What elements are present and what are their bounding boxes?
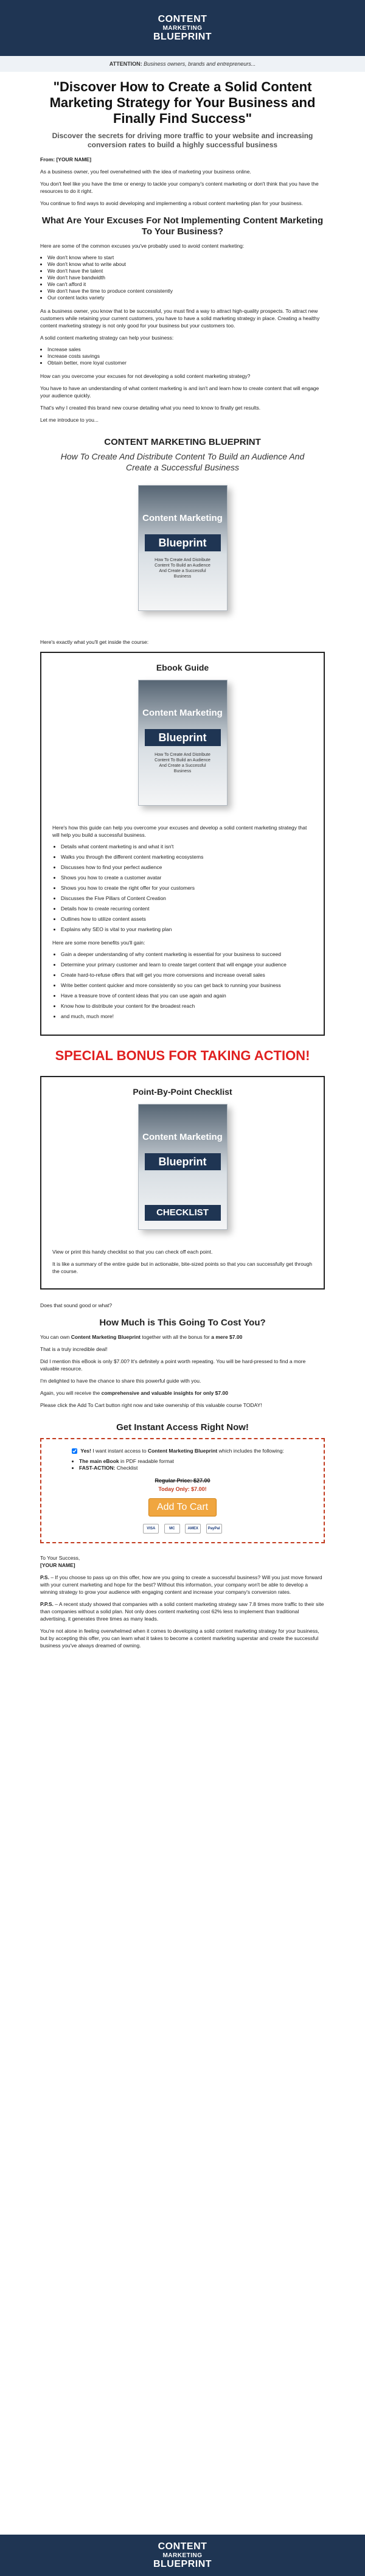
checklist-title: Point-By-Point Checklist — [133, 1087, 232, 1097]
list-item: • Discusses the Five Pillars of Content Creation — [61, 895, 313, 902]
footer-logo[interactable] — [153, 2541, 212, 2570]
cover-bar: Blueprint — [145, 534, 221, 551]
list-item: • We don't have bandwidth — [47, 274, 325, 281]
regular-price: Regular Price: $27.00 — [155, 1478, 210, 1484]
ebook-cover-image — [138, 680, 228, 806]
list-item: • Increase sales — [47, 346, 325, 353]
site-logo[interactable] — [153, 14, 212, 43]
cover-bar: Blueprint — [145, 729, 221, 746]
ebook-benefits-lead: Here are some more benefits you'll gain: — [52, 940, 145, 946]
ps-text: P.S. – If you choose to pass up on this offer, how are you going to create a successful business? Will you just move forward with your current marketing and hope for the best? Without this information, your company won't be able to develop a winning strategy to grow your audience with engaging content and increase your company's conversion rates. — [40, 1574, 322, 1595]
attention-text: Business owners, brands and entrepreneurs... — [144, 61, 256, 67]
cover-title: Content Marketing — [142, 1132, 223, 1142]
main-content — [0, 79, 365, 1649]
agree-checkbox[interactable] — [72, 1448, 77, 1454]
order-yes-line: Yes! I want instant access to Content Marketing Blueprint which includes the following: — [72, 1448, 311, 1454]
cover-subtitle: How To Create And Distribute Content To Build an Audience And Create a Successful Business — [155, 558, 210, 579]
list-item: • Write better content quicker and more consistently so you can get back to running your business — [61, 982, 313, 989]
header — [0, 0, 365, 56]
checklist-box — [40, 1076, 325, 1290]
ebook-cover-image — [138, 485, 228, 611]
cover-title: Content Marketing — [142, 513, 223, 523]
add-to-cart-button[interactable]: Add To Cart — [148, 1498, 217, 1517]
cover-subtitle: How To Create And Distribute Content To Build an Audience And Create a Successful Business — [155, 753, 210, 773]
excuses-lead: Here are some of the common excuses you've probably used to avoid content marketing: — [40, 243, 245, 249]
intro-p2: You don't feel like you have the time or energy to tackle your company's content marketing or don't think that you have the resources to do it right. — [40, 181, 319, 194]
final-text: You're not alone in feeling overwhelmed when it comes to developing a solid content marketing strategy for your business, but by accepting this offer, you can learn what it takes to become a content marketing superstar and create the successful business you've always dreamed of owning. — [40, 1628, 319, 1649]
list-item: • We don't know where to start — [47, 254, 325, 261]
pps-text: P.P.S. – A recent study showed that companies with a solid content marketing strategy saw 7.8 times more traffic to their site than companies without a solid plan. Not only does content marketing cost 62% less to implement than traditional advertising, it generates three times as many leads. — [40, 1601, 324, 1622]
list-item: • and much, much more! — [61, 1013, 313, 1020]
excuses-p1: As a business owner, you know that to be successful, you must find a way to attract high-quality prospects. To attract new customers while retaining your current customers, you have to have a solid marketing strategy in place. Creating a healthy content marketing strategy is not only good for your business but your customers too. — [40, 308, 320, 329]
list-item: • Our content lacks variety — [47, 295, 325, 301]
sound-good-text: Does that sound good or what? — [40, 1302, 113, 1308]
logo-line3: BLUEPRINT — [153, 2558, 212, 2569]
list-item: • Obtain better, more loyal customer — [47, 360, 325, 366]
headline: "Discover How to Create a Solid Content Marketing Strategy for Your Business and Finally Find Success" — [49, 79, 316, 126]
cover-checklist-label: CHECKLIST — [145, 1205, 221, 1221]
special-bonus-banner: SPECIAL BONUS FOR TAKING ACTION! — [55, 1048, 310, 1063]
ebook-lead: Here's how this guide can help you overcome your excuses and develop a solid content marketing strategy that will help you build a successful business. — [52, 825, 307, 838]
logo-line3: BLUEPRINT — [153, 31, 212, 42]
ebook-features-list — [52, 843, 313, 933]
list-item: • Explains why SEO is vital to your marketing plan — [61, 926, 313, 933]
list-item: • Gain a deeper understanding of why content marketing is essential for your business to succeed — [61, 951, 313, 958]
footer — [0, 2535, 365, 2576]
list-item: • We don't have the talent — [47, 268, 325, 274]
subheadline: Discover the secrets for driving more traffic to your website and increasing conversion rates to build a highly successful business — [52, 131, 313, 149]
list-item: • Discusses how to find your perfect audience — [61, 864, 313, 871]
ebook-guide-title: Ebook Guide — [156, 663, 209, 672]
list-item: • Create hard-to-refuse offers that will get you more conversions and increase overall sales — [61, 972, 313, 979]
price-p5: Again, you will receive the comprehensive and valuable insights for only $7.00 — [40, 1390, 228, 1396]
intro-p1: As a business owner, you feel overwhelmed with the idea of marketing your business online. — [40, 169, 251, 175]
signoff-name: [YOUR NAME] — [40, 1562, 75, 1568]
list-item: • Know how to distribute your content for the broadest reach — [61, 1003, 313, 1010]
list-item: • We don't have the time to produce content consistently — [47, 288, 325, 295]
amex-icon: AMEX — [185, 1524, 201, 1534]
list-item: • Have a treasure trove of content ideas that you can use again and again — [61, 993, 313, 999]
paypal-icon: PayPal — [206, 1524, 222, 1534]
ebook-guide-box — [40, 652, 325, 1036]
price-p2: That is a truly incredible deal! — [40, 1346, 108, 1352]
cover-bar: Blueprint — [145, 1153, 221, 1170]
checklist-p2: It is like a summary of the entire guide but in actionable, bite-sized points so that you can successfully get through the course. — [52, 1261, 313, 1274]
price-p1: You can own Content Marketing Blueprint together with all the bonus for a mere $7.00 — [40, 1334, 243, 1340]
list-item: • FAST-ACTION: Checklist — [79, 1465, 311, 1471]
signoff-line1: To Your Success, — [40, 1555, 80, 1561]
logo-line1: CONTENT — [158, 2541, 207, 2552]
order-heading: Get Instant Access Right Now! — [116, 1422, 249, 1433]
list-item: • Details how to create recurring content — [61, 906, 313, 912]
attention-bar — [0, 56, 365, 72]
list-item: • Shows you how to create a customer avatar — [61, 874, 313, 881]
attention-label: ATTENTION: — [109, 61, 142, 67]
order-box — [40, 1438, 325, 1543]
inside-text: Here's exactly what you'll get inside the course: — [40, 639, 149, 645]
list-item: • Increase costs savings — [47, 353, 325, 360]
price-p3: Did I mention this eBook is only $7.00? It's definitely a point worth repeating. You will be hard-pressed to find a more valuable resource. — [40, 1358, 306, 1372]
list-item: • Details what content marketing is and what it isn't — [61, 843, 313, 850]
checklist-p1: View or print this handy checklist so that you can check off each point. — [52, 1249, 213, 1255]
list-item: • Shows you how to create the right offer for your customers — [61, 885, 313, 892]
product-subtitle: How To Create And Distribute Content To Build an Audience And Create a Successful Business — [60, 452, 305, 472]
list-item: • We don't know what to write about — [47, 261, 325, 268]
excuses-p6: Let me introduce to you... — [40, 417, 99, 423]
list-item: • Determine your primary customer and learn to create target content that will engage your audience — [61, 962, 313, 968]
checklist-cover-image — [138, 1104, 228, 1230]
list-item: • We can't afford it — [47, 281, 325, 288]
excuses-p3: How can you overcome your excuses for not developing a solid content marketing strategy? — [40, 373, 251, 379]
price-p6: Please click the Add To Cart button right now and take ownership of this valuable course TODAY! — [40, 1402, 262, 1408]
price-p4: I'm delighted to have the chance to share this powerful guide with you. — [40, 1378, 201, 1384]
logo-line2: MARKETING — [162, 2552, 203, 2559]
excuses-p2: A solid content marketing strategy can help your business: — [40, 335, 174, 341]
benefits-list — [40, 346, 325, 366]
cover-title: Content Marketing — [142, 708, 223, 718]
excuses-p5: That's why I created this brand new course detailing what you need to know to finally get results. — [40, 405, 261, 411]
logo-line2: MARKETING — [162, 24, 203, 32]
product-title: CONTENT MARKETING BLUEPRINT — [104, 437, 261, 447]
intro-p3: You continue to find ways to avoid developing and implementing a robust content marketing plan for your business. — [40, 200, 304, 206]
order-includes-list — [72, 1458, 311, 1471]
list-item: • The main eBook in PDF readable format — [79, 1458, 311, 1465]
today-price: Today Only: $7.00! — [158, 1486, 207, 1492]
ebook-benefits-list — [52, 951, 313, 1020]
excuses-p4: You have to have an understanding of what content marketing is and isn't and learn how to create content that will engage your audience quickly. — [40, 385, 319, 399]
excuses-heading: What Are Your Excuses For Not Implementing Content Marketing To Your Business? — [41, 215, 324, 237]
mastercard-icon: MC — [164, 1524, 180, 1534]
visa-icon: VISA — [143, 1524, 159, 1534]
cost-heading: How Much is This Going To Cost You? — [99, 1318, 266, 1328]
logo-line1: CONTENT — [158, 13, 207, 24]
payment-cards — [54, 1521, 311, 1534]
from-line: From: [YOUR NAME] — [40, 156, 92, 162]
excuses-list — [40, 254, 325, 301]
list-item: • Outlines how to utilize content assets — [61, 916, 313, 923]
list-item: • Walks you through the different content marketing ecosystems — [61, 854, 313, 860]
